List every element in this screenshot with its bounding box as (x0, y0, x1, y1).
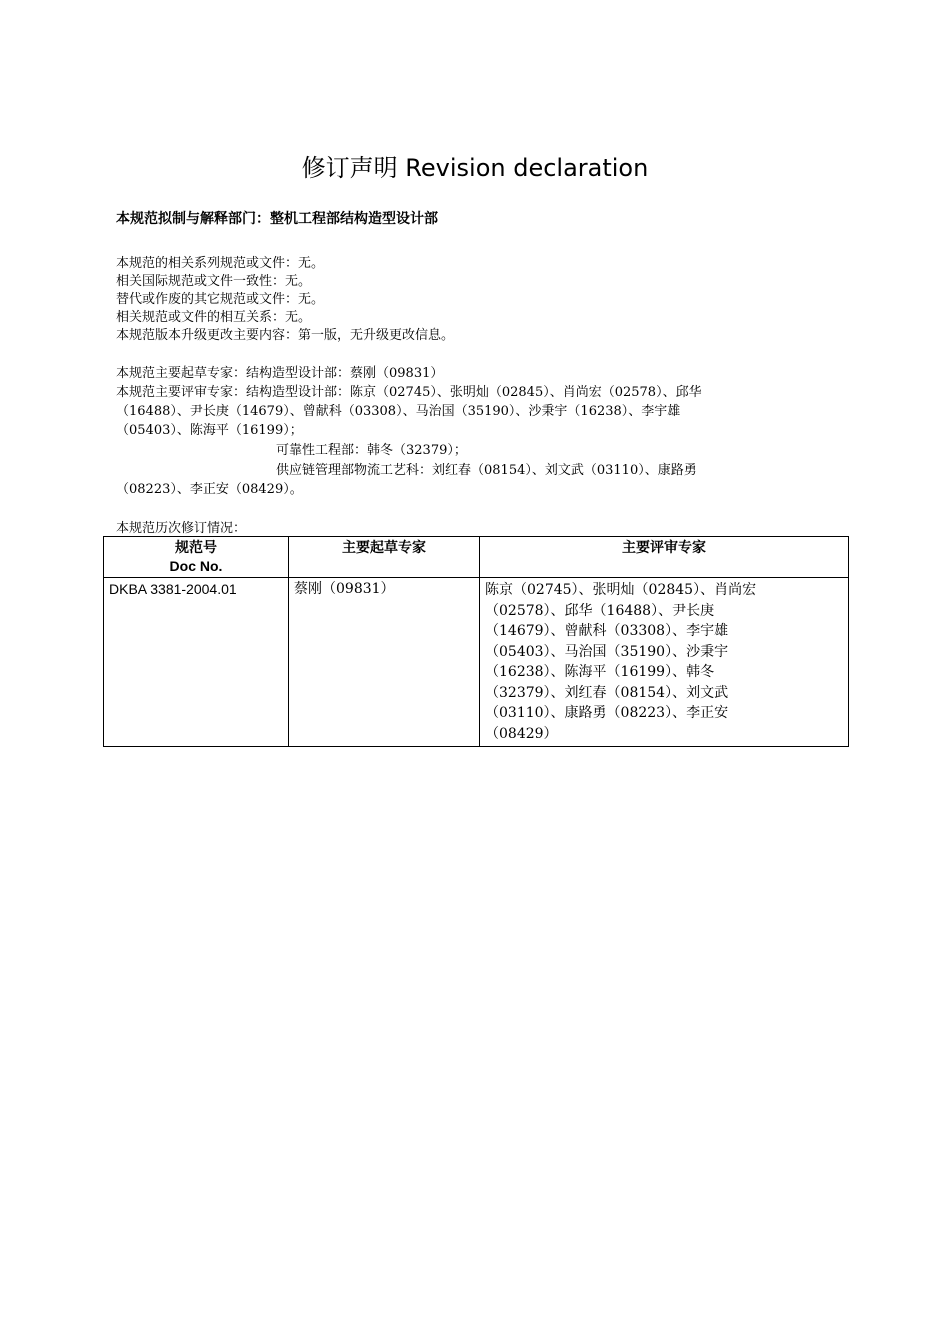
supply-chain-expert-line-cont: （08223）、李正安（08429）。 (116, 482, 303, 497)
table-row (104, 578, 849, 747)
header-doc-no-en: Doc No. (169, 558, 223, 574)
department-line: 本规范拟制与解释部门：整机工程部结构造型设计部 (116, 211, 438, 227)
statement-replaced-docs: 替代或作废的其它规范或文件：无。 (116, 292, 325, 307)
cell-reviewers (480, 578, 849, 747)
reviewer-cell-line: （16238）、陈海平（16199）、韩冬 (485, 664, 715, 680)
reviewer-cell-line: （08429） (485, 725, 558, 742)
reviewer-cell-line: （14679）、曾献科（03308）、李宇雄 (485, 623, 729, 639)
drafter-expert-line: 本规范主要起草专家：结构造型设计部：蔡刚（09831） (116, 366, 444, 381)
reviewer-expert-line: （16488）、尹长庚（14679）、曾献科（03308）、马治国（35190）、沙秉宇（16238）、李宇雄 (116, 404, 681, 419)
reliability-expert-line: 可靠性工程部：韩冬（32379）； (276, 443, 467, 458)
reviewer-expert-line: （05403）、陈海平（16199）； (116, 423, 303, 438)
revision-history-table (103, 536, 849, 747)
reviewer-cell-line: 陈京（02745）、张明灿（02845）、肖尚宏 (485, 582, 757, 598)
statement-interrelation: 相关规范或文件的相互关系：无。 (116, 310, 312, 325)
history-label: 本规范历次修订情况： (116, 521, 247, 536)
reviewer-cell-line: （05403）、马治国（35190）、沙秉宇 (485, 643, 729, 660)
page-title: 修订声明 Revision declaration (301, 154, 649, 182)
cell-drafter: 蔡刚（09831） (289, 578, 480, 747)
table-header-row (104, 537, 849, 578)
reviewer-cell-line: （03110）、康路勇（08223）、李正安 (485, 705, 729, 721)
supply-chain-expert-line: 供应链管理部物流工艺科：刘红春（08154）、刘文武（03110）、康路勇 (276, 463, 697, 478)
reviewer-cell-line: （02578）、邱华（16488）、尹长庚 (485, 602, 715, 619)
header-doc-no (104, 537, 289, 578)
cell-doc-no: DKBA 3381-2004.01 (104, 578, 289, 747)
header-drafter: 主要起草专家 (289, 537, 480, 578)
reviewer-cell-line: （32379）、刘红春（08154）、刘文武 (485, 684, 729, 701)
statement-international-consistency: 相关国际规范或文件一致性：无。 (116, 274, 312, 289)
statement-related-series: 本规范的相关系列规范或文件：无。 (116, 256, 325, 271)
statement-version-changes: 本规范版本升级更改主要内容：第一版，无升级更改信息。 (116, 328, 455, 343)
header-doc-no-cn: 规范号 (175, 540, 217, 556)
reviewer-expert-line: 本规范主要评审专家：结构造型设计部：陈京（02745）、张明灿（02845）、肖尚宏（02578）、邱华 (116, 385, 702, 400)
header-reviewers: 主要评审专家 (480, 537, 849, 578)
